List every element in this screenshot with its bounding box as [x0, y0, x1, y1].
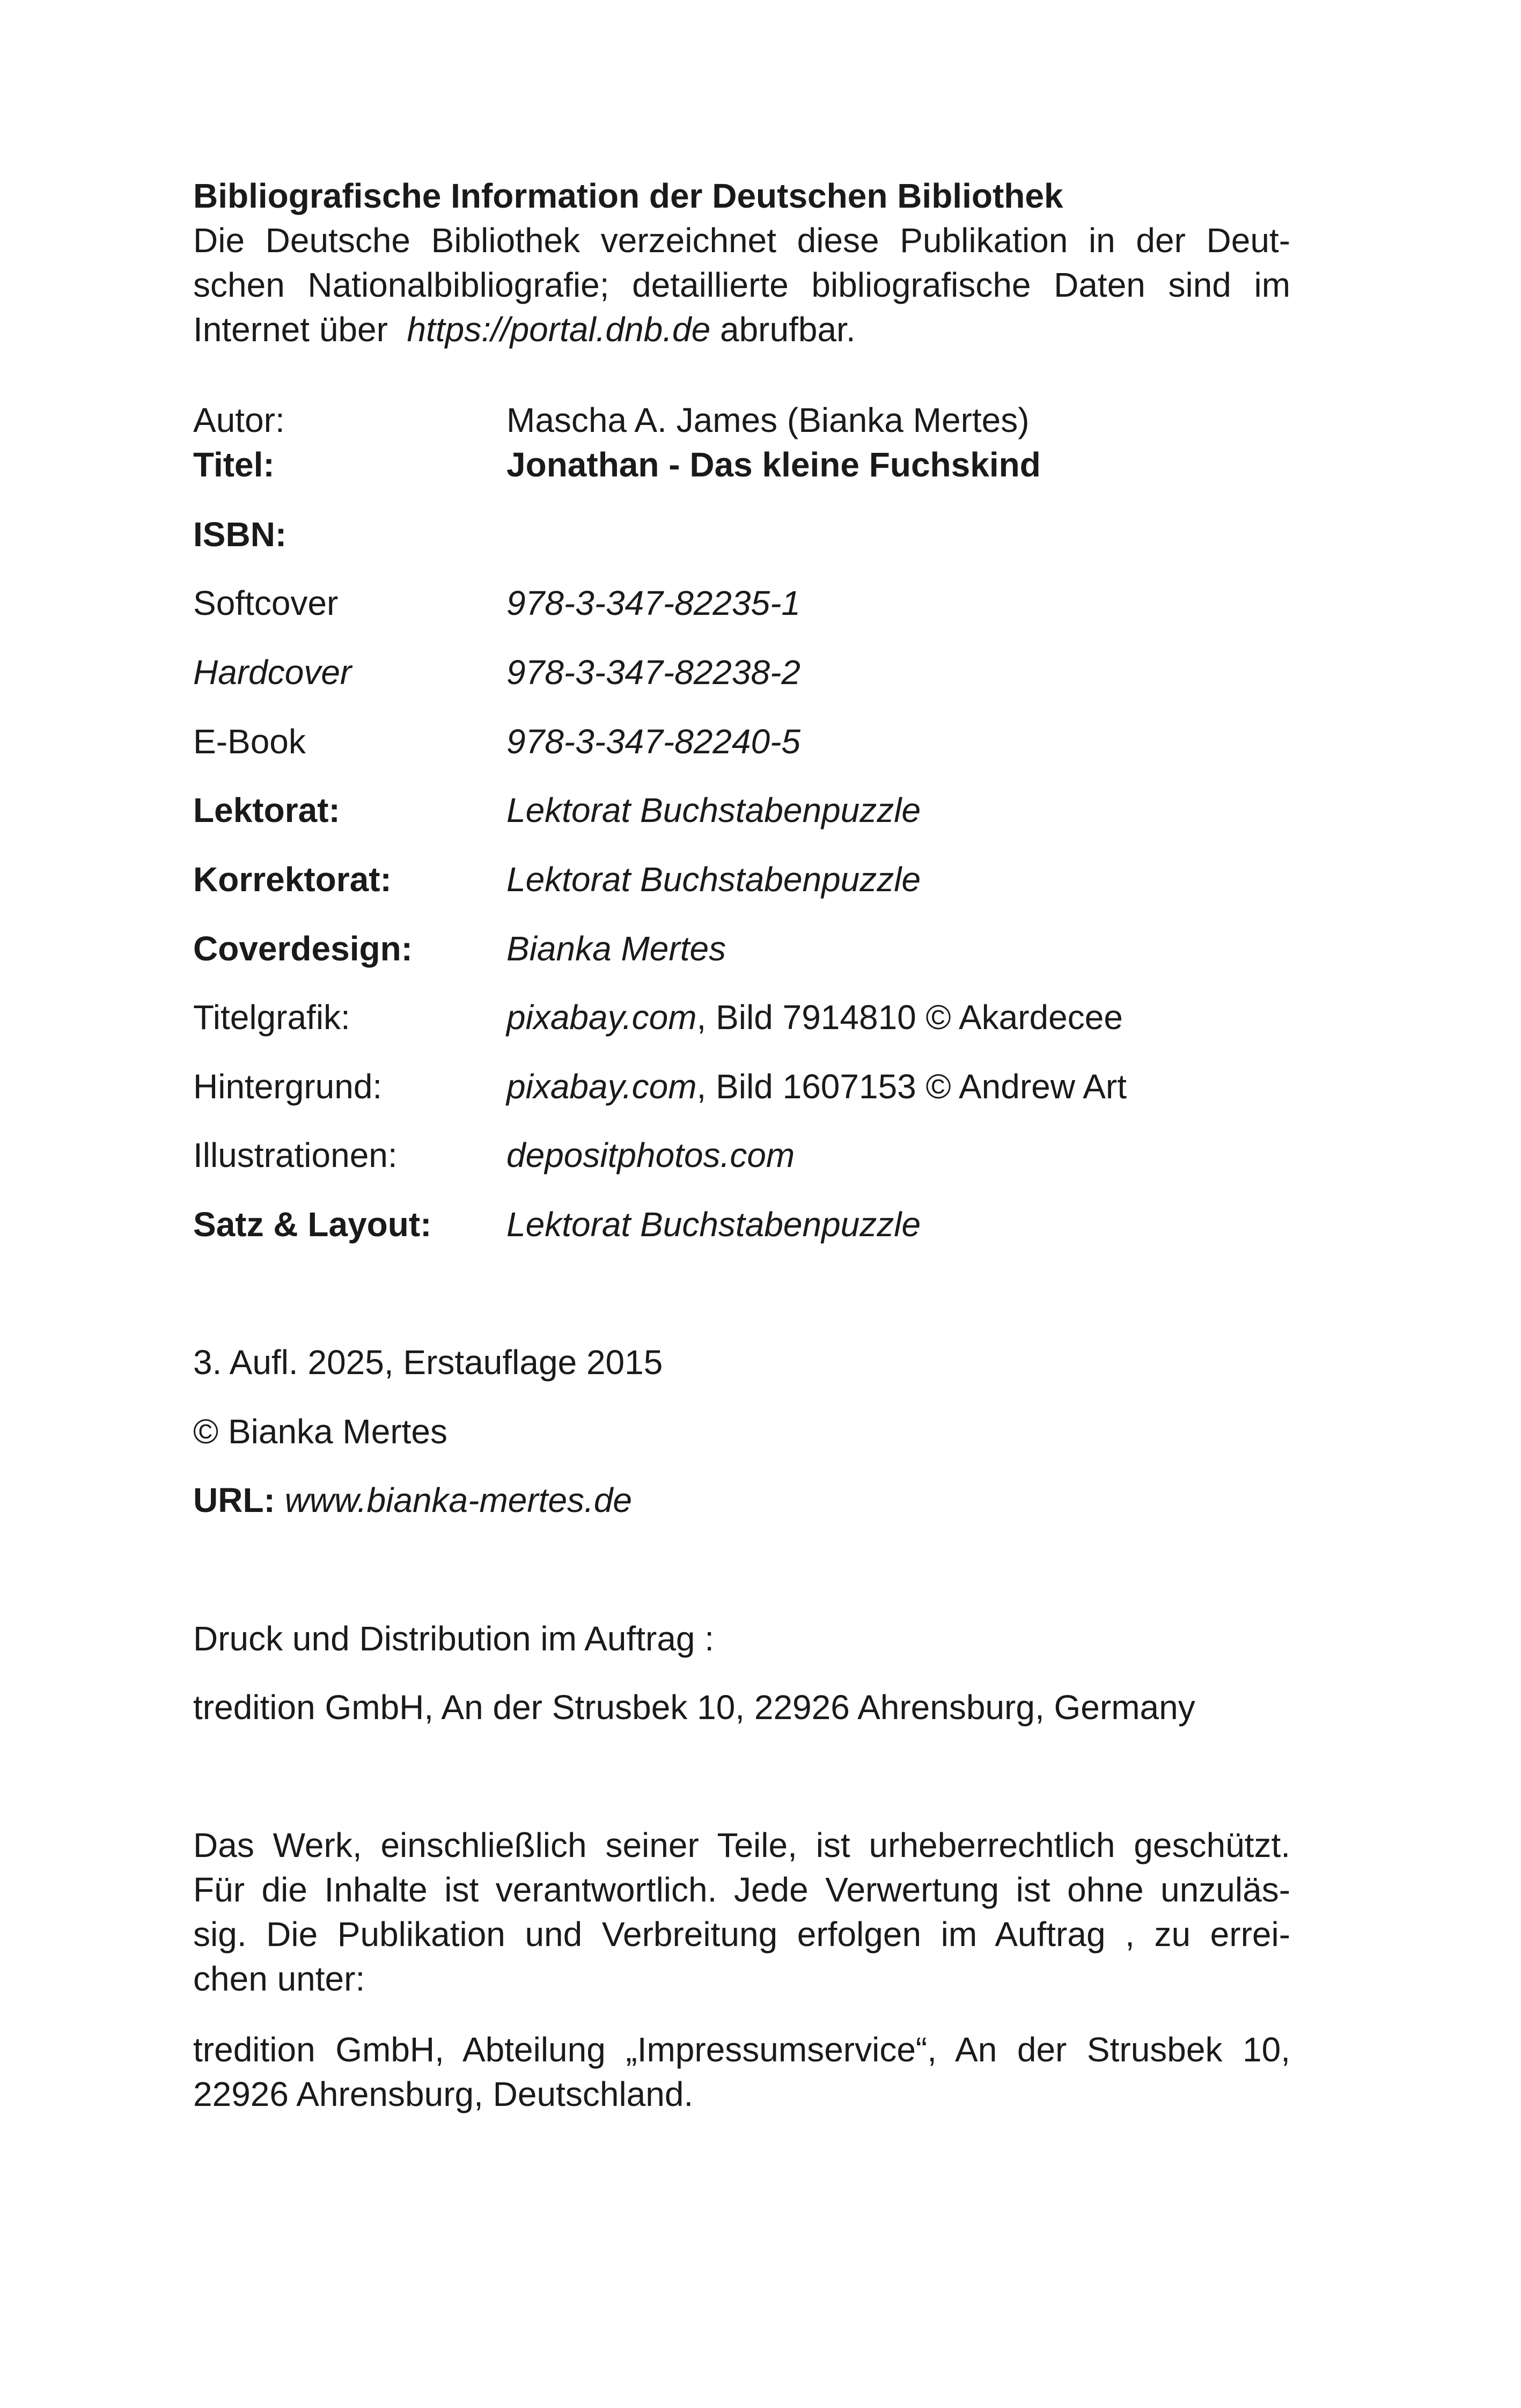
title-value: Jonathan - Das kleine Fuchskind [506, 445, 1041, 484]
coverdesign-value: Bianka Mertes [506, 929, 726, 968]
bibliographic-text: abrufbar. [719, 310, 856, 349]
softcover-isbn: 978-3-347-82235-1 [506, 584, 800, 622]
impressum-address [193, 2028, 1290, 2117]
title-label: Titel: [193, 445, 275, 484]
url-line [193, 1478, 632, 1523]
author-label: Autor: [193, 401, 285, 439]
titelgrafik-row [193, 995, 1290, 1040]
legal-notice [193, 1823, 1290, 2001]
illustrationen-label: Illustrationen: [193, 1136, 398, 1174]
bibliographic-text: Internet über [193, 310, 388, 349]
author-value: Mascha A. James (Bianka Mertes) [506, 401, 1030, 439]
bibliographic-info [193, 174, 1290, 352]
bibliographic-line: schen Nationalbibliografie; detaillierte bibliografische Daten sind im [193, 266, 1290, 304]
address-line: 22926 Ahrensburg, Deutschland. [193, 2075, 694, 2113]
ebook-label: E-Book [193, 722, 306, 761]
url-label: URL: [193, 1481, 275, 1519]
copyright-line: © Bianka Mertes [193, 1412, 447, 1451]
lektorat-row [193, 788, 1290, 833]
coverdesign-row [193, 927, 1290, 971]
url-link[interactable]: www.bianka-mertes.de [284, 1481, 632, 1519]
author-row [193, 398, 1290, 443]
titelgrafik-label: Titelgrafik: [193, 998, 350, 1037]
legal-line: chen unter: [193, 1959, 365, 1998]
korrektorat-row [193, 857, 1290, 902]
satz-row [193, 1202, 1290, 1247]
dnb-link[interactable]: https://portal.dnb.de [407, 310, 711, 349]
illustrationen-value: depositphotos.com [506, 1136, 795, 1174]
titelgrafik-site: pixabay.com [506, 998, 697, 1037]
isbn-label: ISBN: [193, 515, 287, 554]
lektorat-label: Lektorat: [193, 791, 340, 829]
legal-line: Das Werk, einschließlich seiner Teile, ist urheberrechtlich geschützt. [193, 1826, 1290, 1864]
hintergrund-row [193, 1064, 1290, 1109]
illustrationen-row [193, 1133, 1290, 1178]
satz-label: Satz & Layout: [193, 1205, 432, 1244]
edition-info: 3. Aufl. 2025, Erstauflage 2015 [193, 1343, 663, 1382]
hintergrund-value [506, 1064, 1127, 1109]
lektorat-value: Lektorat Buchstabenpuzzle [506, 791, 921, 829]
ebook-isbn: 978-3-347-82240-5 [506, 722, 800, 761]
satz-value: Lektorat Buchstabenpuzzle [506, 1205, 921, 1244]
korrektorat-value: Lektorat Buchstabenpuzzle [506, 860, 921, 899]
bibliographic-heading: Bibliografische Information der Deutschen Bibliothek [193, 177, 1063, 215]
titelgrafik-credit: , Bild 7914810 © Akardecee [696, 998, 1123, 1037]
softcover-label: Softcover [193, 584, 339, 622]
address-line: tredition GmbH, Abteilung „Impressumservice“, An der Strusbek 10, [193, 2030, 1290, 2069]
hintergrund-credit: , Bild 1607153 © Andrew Art [696, 1067, 1127, 1106]
distribution-heading: Druck und Distribution im Auftrag : [193, 1619, 715, 1658]
korrektorat-label: Korrektorat: [193, 860, 392, 899]
hintergrund-label: Hintergrund: [193, 1067, 383, 1106]
ebook-row [193, 720, 1290, 764]
coverdesign-label: Coverdesign: [193, 929, 413, 968]
legal-line: Für die Inhalte ist verantwortlich. Jede Verwertung ist ohne unzuläs- [193, 1870, 1290, 1909]
titelgrafik-value [506, 995, 1123, 1040]
bibliographic-line [193, 307, 1290, 352]
hardcover-label: Hardcover [193, 653, 352, 692]
title-row [193, 443, 1290, 487]
hardcover-isbn: 978-3-347-82238-2 [506, 653, 800, 692]
legal-line: sig. Die Publikation und Verbreitung erfolgen im Auftrag , zu errei- [193, 1915, 1290, 1954]
hintergrund-site: pixabay.com [506, 1067, 697, 1106]
softcover-row [193, 581, 1290, 626]
distribution-address: tredition GmbH, An der Strusbek 10, 22926 Ahrensburg, Germany [193, 1688, 1195, 1727]
bibliographic-line: Die Deutsche Bibliothek verzeichnet diese Publikation in der Deut- [193, 221, 1290, 260]
hardcover-row [193, 650, 1290, 695]
isbn-row [193, 512, 1290, 557]
